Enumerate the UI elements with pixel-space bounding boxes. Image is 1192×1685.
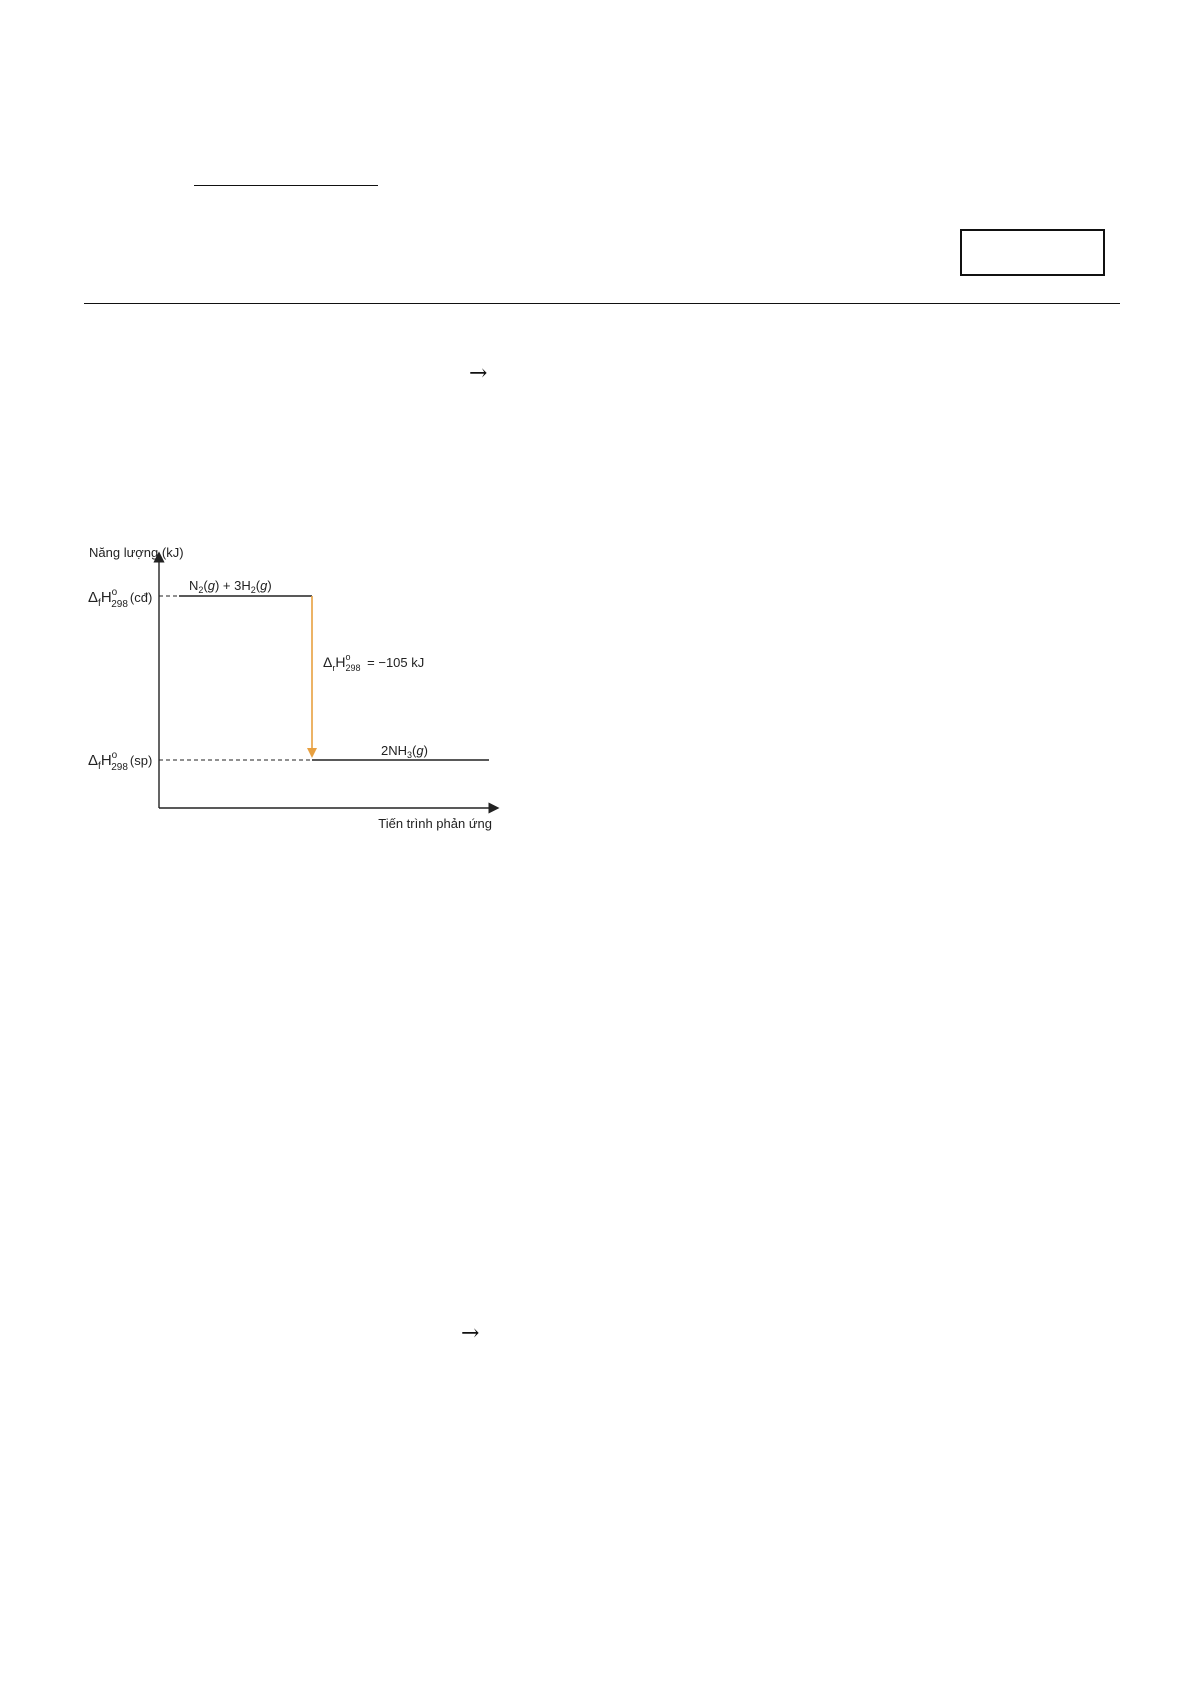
enthalpy-arrowhead-icon xyxy=(307,748,317,758)
title-underline xyxy=(194,185,378,186)
header-divider xyxy=(84,303,1120,304)
products-label: $2NH_3(g)$ xyxy=(381,743,428,760)
y-axis-title: Năng lượng (kJ) xyxy=(89,545,184,560)
enthalpy-change-label: $\Delta_rH^o$ 298 = −105 kJ xyxy=(323,652,425,673)
reactant-level-label: $\Delta_fH^o$ 298 (cđ) xyxy=(88,587,153,610)
product-level-label: $\Delta_fH^o$ 298 (sp) xyxy=(88,750,153,773)
answer-box xyxy=(960,229,1105,276)
reaction-arrow-icon: → xyxy=(461,1321,480,1346)
reaction-arrow-icon: → xyxy=(469,361,488,386)
enthalpy-diagram xyxy=(84,545,504,835)
x-axis-title: Tiến trình phản ứng xyxy=(378,816,492,831)
reactants-label: $N_2(g) + 3H_2(g)$ xyxy=(189,578,272,595)
